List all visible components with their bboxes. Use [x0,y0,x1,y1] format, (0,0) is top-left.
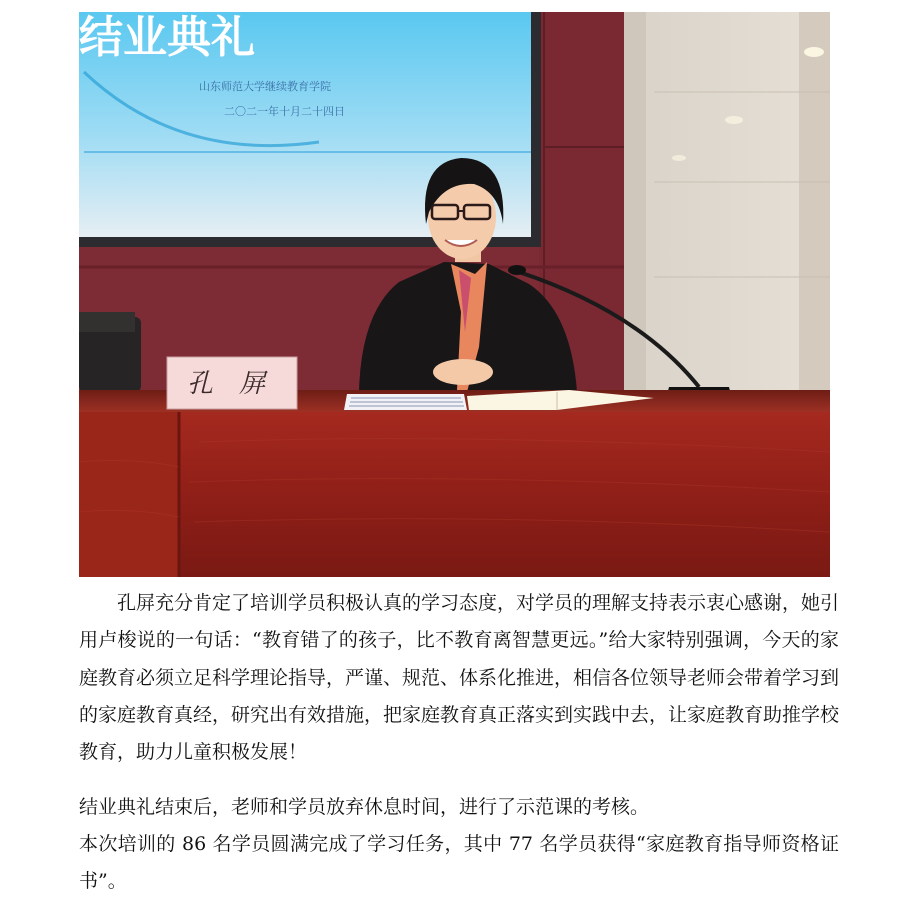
paragraph-certificate-result: 本次培训的 86 名学员圆满完成了学习任务，其中 77 名学员获得“家庭教育指导师资格证书”。 [79,833,839,893]
screen-subtitle-2: 二〇二一年十月二十四日 [224,105,345,118]
event-photo [79,12,830,577]
paragraph-speech-summary: 孔屏充分肯定了培训学员积极认真的学习态度，对学员的理解支持表示衷心感谢，她引用卢梭说的一句话：“教育错了的孩子，比不教育离智慧更远。”给大家特别强调，今天的家庭教育必须立足科学理论指导，严谨、规范、体系化推进，相信各位领导老师会带着学习到的家庭教育真经，研究出有效措施，把家庭教育真正落实到实践中去，让家庭教育助推学校教育，助力儿童积极发展！ [79,592,840,764]
screen-subtitle-1: 山东师范大学继续教育学院 [199,80,331,93]
nameplate-text: 孔 屏 [187,369,266,399]
screen-title: 结业典礼 [79,12,255,63]
paragraph-demo-class: 结业典礼结束后，老师和学员放弃休息时间，进行了示范课的考核。 [79,796,650,818]
